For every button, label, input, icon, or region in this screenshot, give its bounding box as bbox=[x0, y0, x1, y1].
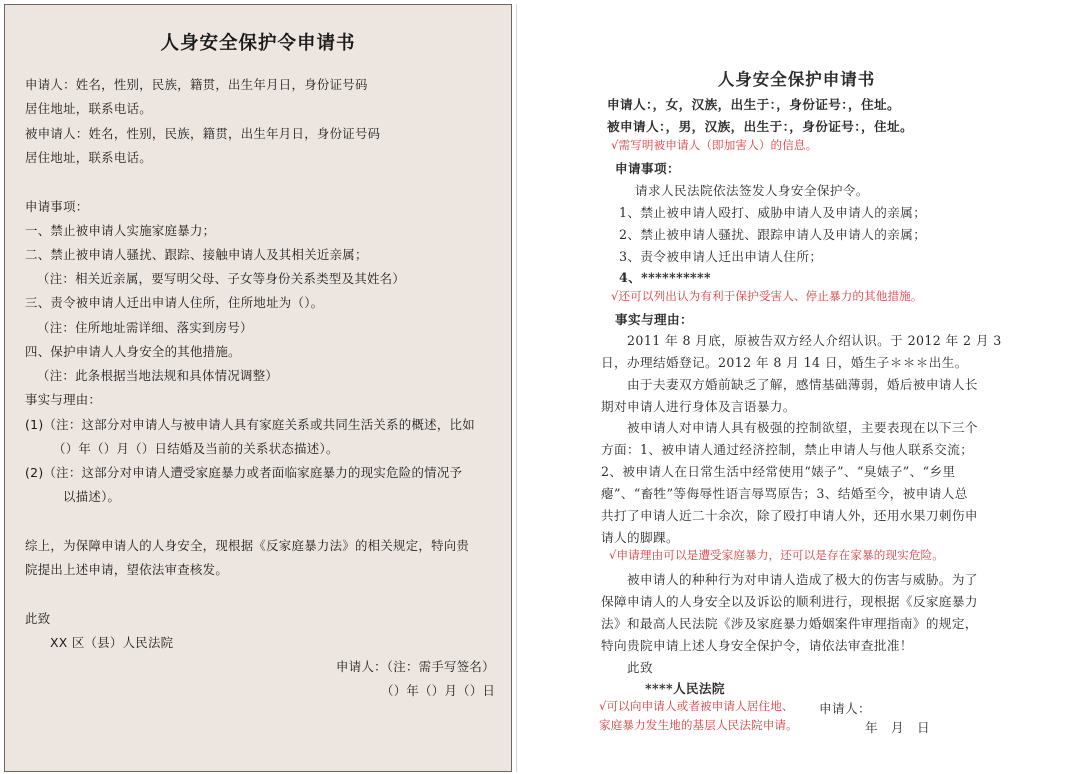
left-line: 以描述）。 bbox=[63, 489, 121, 504]
right-line: 法》和最高人民法院《涉及家庭暴力婚姻案件审理指南》的规定， bbox=[601, 616, 978, 631]
left-line: 申请人：姓名，性别，民族，籍贯，出生年月日，身份证号码 bbox=[25, 77, 368, 92]
right-line: 申请人：，女，汉族，出生于：，身份证号：，住址。 bbox=[607, 97, 900, 112]
left-line: (2)（注：这部分对申请人遭受家庭暴力或者面临家庭暴力的现实危险的情况予 bbox=[25, 465, 463, 480]
right-line: 申请事项： bbox=[615, 161, 680, 176]
right-line: 请人的脚踝。 bbox=[601, 530, 679, 545]
right-line: 被申请人：，男，汉族，出生于：，身份证号：，住址。 bbox=[607, 119, 913, 134]
left-line: 一、禁止被申请人实施家庭暴力； bbox=[25, 223, 216, 238]
left-line: 居住地址，联系电话。 bbox=[25, 101, 152, 116]
right-line: 3、责令被申请人迁出申请人住所； bbox=[619, 249, 823, 264]
left-note: （注：住所地址需详细、落实到房号） bbox=[37, 320, 253, 335]
left-line: 院提出上述申请，望依法审查核发。 bbox=[25, 562, 229, 577]
left-line: 综上，为保障申请人的人身安全，现根据《反家庭暴力法》的相关规定，特向贵 bbox=[25, 538, 470, 553]
left-note: （注：此条根据当地法规和具体情况调整） bbox=[37, 368, 279, 383]
right-line: 共打了申请人近二十余次，除了殴打申请人外，还用水果刀刺伤申 bbox=[601, 508, 978, 523]
left-signature-line: 申请人：（注：需手写签名） bbox=[336, 659, 495, 674]
right-line: 1、禁止被申请人殴打、威胁申请人及申请人的亲属； bbox=[619, 205, 927, 220]
right-annotation: 家庭暴力发生地的基层人民法院申请。 bbox=[599, 718, 798, 732]
right-court: ****人民法院 bbox=[645, 681, 725, 696]
right-line: 保障申请人的人身安全以及诉讼的顺利进行，现根据《反家庭暴力 bbox=[601, 594, 978, 609]
right-line: 特向贵院申请上述人身安全保护令，请依法审查批准！ bbox=[601, 638, 913, 653]
right-date-line: 年 月 日 bbox=[865, 720, 930, 735]
right-line: 期对申请人进行身体及言语暴力。 bbox=[601, 399, 796, 414]
left-date-line: （）年（）月（）日 bbox=[381, 683, 496, 698]
right-line: 方面：1、被申请人通过经济控制，禁止申请人与他人联系交流； bbox=[601, 442, 974, 457]
right-line: 被申请人的种种行为对申请人造成了极大的伤害与威胁。为了 bbox=[627, 572, 978, 587]
right-line: 请求人民法院依法签发人身安全保护令。 bbox=[635, 183, 869, 198]
left-line: (1)（注：这部分对申请人与被申请人具有家庭关系或共同生活关系的概述，比如 bbox=[25, 417, 475, 432]
right-line: 2、禁止被申请人骚扰、跟踪申请人及申请人的亲属； bbox=[619, 227, 927, 242]
left-line: 居住地址，联系电话。 bbox=[25, 150, 152, 165]
right-annotation: √还可以列出认为有利于保护受害人、停止暴力的其他措施。 bbox=[611, 289, 923, 303]
left-document-template bbox=[4, 4, 512, 772]
right-annotation: √可以向申请人或者被申请人居住地、 bbox=[599, 699, 794, 713]
right-line: 4、********** bbox=[619, 270, 712, 285]
right-signature-label: 申请人： bbox=[819, 701, 871, 716]
right-line: 此致 bbox=[627, 660, 653, 675]
right-document-sample bbox=[516, 4, 1076, 772]
left-line: 申请事项： bbox=[25, 199, 89, 214]
right-annotation: √需写明被申请人（即加害人）的信息。 bbox=[611, 138, 818, 152]
right-line: 被申请人对申请人具有极强的控制欲望，主要表现在以下三个 bbox=[627, 420, 978, 435]
right-line: 日，办理结婚登记。2012 年 8 月 14 日，婚生子＊＊＊出生。 bbox=[601, 355, 968, 370]
left-court: XX 区（县）人民法院 bbox=[50, 635, 174, 650]
right-annotation: √申请理由可以是遭受家庭暴力，还可以是存在家暴的现实危险。 bbox=[609, 548, 944, 562]
left-line: 三、责令被申请人迁出申请人住所，住所地址为（）。 bbox=[25, 295, 324, 310]
right-line: 瘪”、“畜牲”等侮辱性语言辱骂原告；3、结婚至今，被申请人总 bbox=[601, 486, 968, 501]
right-line: 2011 年 8 月底，原被告双方经人介绍认识。于 2012 年 2 月 3 bbox=[627, 333, 1002, 348]
left-line: 此致 bbox=[25, 611, 51, 626]
left-line: 被申请人：姓名，性别，民族，籍贯，出生年月日，身份证号码 bbox=[25, 126, 381, 141]
right-document-title: 人身安全保护申请书 bbox=[717, 70, 876, 89]
right-line: 由于夫妻双方婚前缺乏了解，感情基础薄弱，婚后被申请人长 bbox=[627, 377, 978, 392]
left-note: （注：相关近亲属，要写明父母、子女等身份关系类型及其姓名） bbox=[37, 271, 406, 286]
right-line: 事实与理由： bbox=[615, 312, 693, 327]
left-line: （）年（）月（）日结婚及当前的关系状态描述）。 bbox=[53, 441, 339, 456]
left-line: 事实与理由： bbox=[25, 392, 102, 407]
left-line: 四、保护申请人人身安全的其他措施。 bbox=[25, 344, 241, 359]
left-line: 二、禁止被申请人骚扰、跟踪、接触申请人及其相关近亲属； bbox=[25, 247, 368, 262]
right-line: 2、被申请人在日常生活中经常使用“婊子”、“臭婊子”、“乡里 bbox=[601, 464, 956, 479]
left-document-title: 人身安全保护令申请书 bbox=[160, 33, 356, 54]
